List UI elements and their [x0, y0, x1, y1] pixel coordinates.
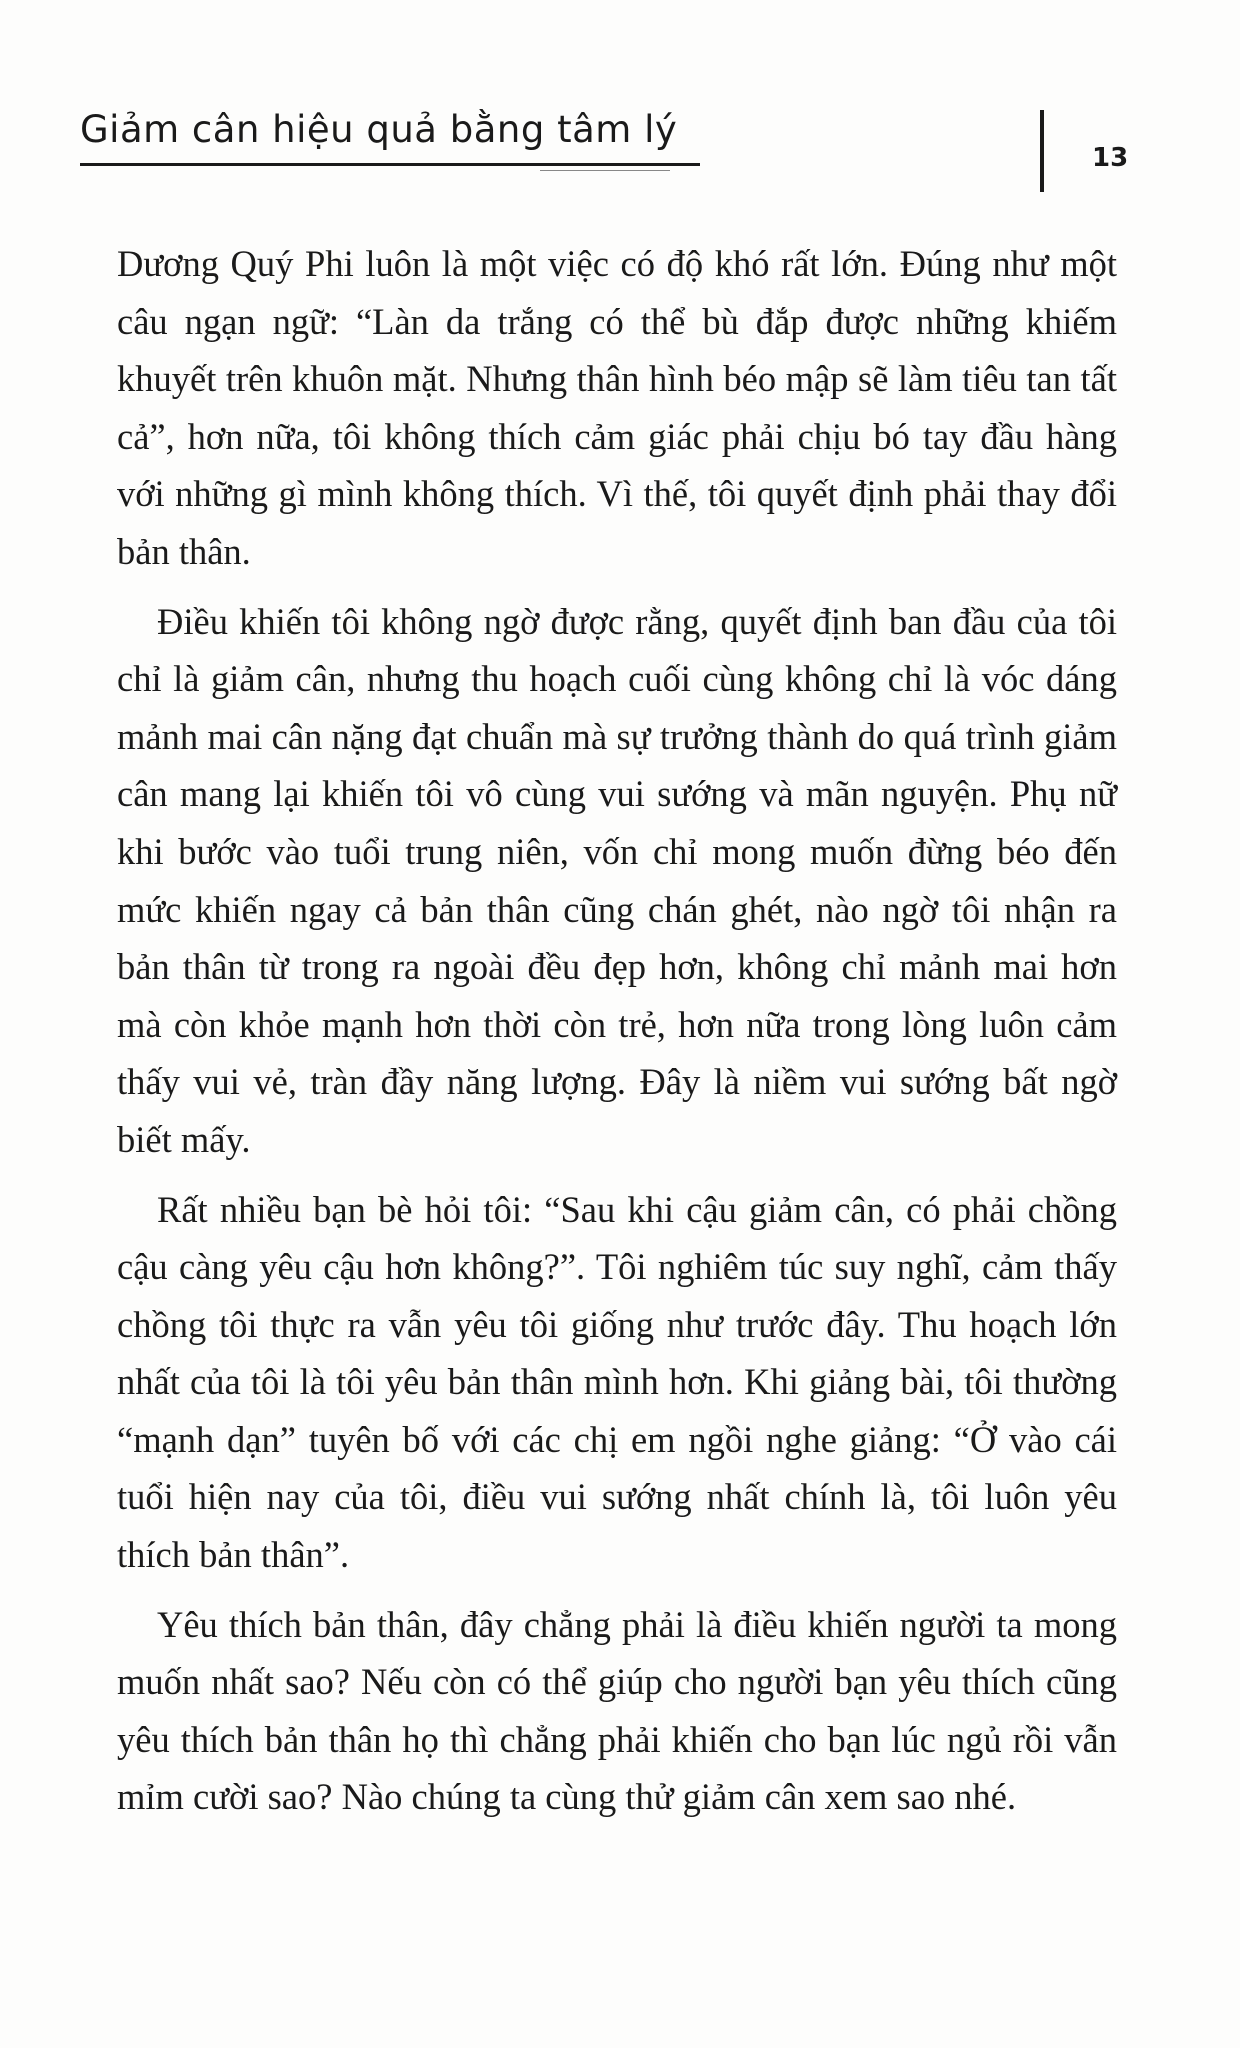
body-text: [117, 235, 1117, 1838]
header-underline: [80, 163, 700, 166]
paragraph: Yêu thích bản thân, đây chẳng phải là điều khiến người ta mong muốn nhất sao? Nếu còn có thể giúp cho người bạn yêu thích cũng yêu thích bản thân họ thì chẳng phải khiến cho bạn lúc ngủ rồi vẫn mỉm cười sao? Nào chúng ta cùng thử giảm cân xem sao nhé.: [117, 1603, 1117, 1818]
header-underline-thin: [540, 170, 670, 171]
running-title: Giảm cân hiệu quả bằng tâm lý: [80, 108, 678, 151]
header-vertical-bar: [1040, 110, 1044, 192]
paragraph: Rất nhiều bạn bè hỏi tôi: “Sau khi cậu giảm cân, có phải chồng cậu càng yêu cậu hơn không?”. Tôi nghiêm túc suy nghĩ, cảm thấy chồng tôi thực ra vẫn yêu tôi giống như trước đây. Thu hoạch lớn nhất của tôi là tôi yêu bản thân mình hơn. Khi giảng bài, tôi thường “mạnh dạn” tuyên bố với các chị em ngồi nghe giảng: “Ở vào cái tuổi hiện nay của tôi, điều vui sướng nhất chính là, tôi luôn yêu thích bản thân”.: [117, 1188, 1117, 1576]
paragraph: Điều khiến tôi không ngờ được rằng, quyết định ban đầu của tôi chỉ là giảm cân, nhưng thu hoạch cuối cùng không chỉ là vóc dáng mảnh mai cân nặng đạt chuẩn mà sự trưởng thành do quá trình giảm cân mang lại khiến tôi vô cùng vui sướng và mãn nguyện. Phụ nữ khi bước vào tuổi trung niên, vốn chỉ mong muốn đừng béo đến mức khiến ngay cả bản thân cũng chán ghét, nào ngờ tôi nhận ra bản thân từ trong ra ngoài đều đẹp hơn, không chỉ mảnh mai hơn mà còn khỏe mạnh hơn thời còn trẻ, hơn nữa trong lòng luôn cảm thấy vui vẻ, tràn đầy năng lượng. Đây là niềm vui sướng bất ngờ biết mấy.: [117, 600, 1117, 1160]
page-number: 13: [1092, 143, 1129, 173]
paragraph: Dương Quý Phi luôn là một việc có độ khó rất lớn. Đúng như một câu ngạn ngữ: “Làn da trắng có thể bù đắp được những khiếm khuyết trên khuôn mặt. Nhưng thân hình béo mập sẽ làm tiêu tan tất cả”, hơn nữa, tôi không thích cảm giác phải chịu bó tay đầu hàng với những gì mình không thích. Vì thế, tôi quyết định phải thay đổi bản thân.: [117, 243, 1117, 572]
